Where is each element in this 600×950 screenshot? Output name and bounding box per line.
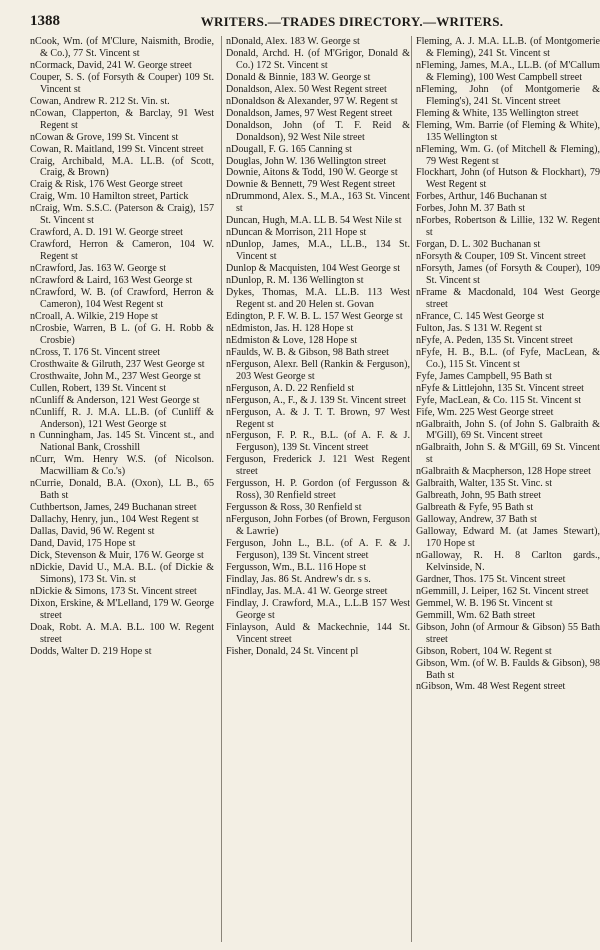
directory-entry: Forgan, D. L. 302 Buchanan st bbox=[416, 239, 541, 251]
directory-entry: Fergusson, H. P. Gordon (of Fergusson & Ross), 30 Renfield street bbox=[226, 478, 410, 502]
page-number: 1388 bbox=[30, 13, 60, 29]
directory-entry: Fyfe, MacLean, & Co. 115 St. Vincent st bbox=[416, 394, 582, 406]
directory-entry: Duncan, Hugh, M.A. LL B. 54 West Nile st bbox=[226, 215, 402, 227]
directory-entry: Gemmel, W. B. 196 St. Vincent st bbox=[416, 597, 553, 609]
running-title: WRITERS.—TRADES DIRECTORY.—WRITERS. bbox=[200, 14, 504, 29]
directory-entry: nFindlay, Jas. M.A. 41 W. George street bbox=[226, 585, 388, 597]
directory-entry: Dick, Stevenson & Muir, 176 W. George st bbox=[30, 549, 204, 561]
directory-entry: nFerguson, A., F., & J. 139 St. Vincent street bbox=[226, 394, 407, 406]
directory-entry: Fleming, A. J. M.A. LL.B. (of Montgomerie & Fleming), 241 St. Vincent st bbox=[416, 36, 600, 59]
directory-entry: nEdmiston, Jas. H. 128 Hope st bbox=[226, 322, 354, 334]
directory-entry: Dixon, Erskine, & M'Lelland, 179 W. George street bbox=[30, 597, 214, 621]
directory-entry: nFrame & Macdonald, 104 West George street bbox=[416, 287, 600, 310]
directory-entry: Galbraith, Walter, 135 St. Vinc. st bbox=[416, 478, 553, 490]
column-1 bbox=[30, 36, 214, 942]
directory-entry: nForbes, Robertson & Lillie, 132 W. Regent st bbox=[416, 215, 600, 239]
directory-entry: nFerguson, A. D. 22 Renfield st bbox=[226, 382, 355, 394]
directory-entry: Craig & Risk, 176 West George street bbox=[30, 179, 183, 191]
directory-entry: Dallachy, Henry, jun., 104 West Regent st bbox=[30, 514, 199, 526]
directory-entry: nFerguson, John Forbes (of Brown, Ferguson & Lawrie) bbox=[226, 514, 410, 538]
directory-entry: Douglas, John W. 136 Wellington street bbox=[226, 155, 387, 167]
directory-entry: Gibson, Robert, 104 W. Regent st bbox=[416, 645, 552, 657]
directory-entry: Dallas, David, 96 W. Regent st bbox=[30, 526, 155, 538]
directory-entry: nFleming, James, M.A., LL.B. (of M'Callum & Fleming), 100 West Campbell street bbox=[416, 59, 600, 83]
directory-entry: Forbes, Arthur, 146 Buchanan st bbox=[416, 191, 547, 203]
directory-entry: Craig, Archibald, M.A. LL.B. (of Scott, Craig, & Brown) bbox=[30, 155, 214, 179]
directory-entry: Crawford, Herron & Cameron, 104 W. Regent st bbox=[30, 239, 214, 263]
directory-entry: Cullen, Robert, 139 St. Vincent st bbox=[30, 382, 167, 394]
directory-entry: nCowan & Grove, 199 St. Vincent st bbox=[30, 131, 179, 143]
directory-entry: Donaldson, James, 97 West Regent street bbox=[226, 107, 393, 119]
directory-entry: nGibson, Wm. 48 West Regent street bbox=[416, 681, 566, 693]
directory-entry: nFaulds, W. B. & Gibson, 98 Bath street bbox=[226, 346, 389, 358]
directory-entry: Ferguson, Frederick J. 121 West Regent street bbox=[226, 454, 410, 478]
directory-entry: nDonaldson & Alexander, 97 W. Regent st bbox=[226, 95, 398, 107]
directory-columns bbox=[30, 36, 600, 942]
directory-entry: nCrawford, Jas. 163 W. George st bbox=[30, 263, 167, 275]
directory-entry: nFrance, C. 145 West George st bbox=[416, 310, 545, 322]
directory-entry: Cuthbertson, James, 249 Buchanan street bbox=[30, 502, 197, 514]
directory-entry: Crosthwaite, John M., 237 West George st bbox=[30, 370, 201, 382]
directory-entry: nFyfe, H. B., B.L. (of Fyfe, MacLean, & Co.), 115 St. Vincent st bbox=[416, 346, 600, 370]
directory-entry: Dunlop & Macquisten, 104 West George st bbox=[226, 263, 401, 275]
directory-entry: Fife, Wm. 225 West George street bbox=[416, 406, 554, 418]
directory-entry: nDonald, Alex. 183 W. George st bbox=[226, 36, 360, 47]
directory-entry: Donaldson, Alex. 50 West Regent street bbox=[226, 83, 387, 95]
directory-entry: Crawford, A. D. 191 W. George street bbox=[30, 227, 183, 239]
directory-entry: nDuncan & Morrison, 211 Hope st bbox=[226, 227, 367, 239]
directory-entry: Gardner, Thos. 175 St. Vincent street bbox=[416, 573, 566, 585]
directory-entry: nCowan, Clapperton, & Barclay, 91 West Regent st bbox=[30, 107, 214, 131]
directory-entry: nDrummond, Alex. S., M.A., 163 St. Vincent st bbox=[226, 191, 410, 215]
directory-entry: nCraig, Wm. S.S.C. (Paterson & Craig), 157 St. Vincent st bbox=[30, 203, 214, 227]
directory-entry: nCrawford & Laird, 163 West George st bbox=[30, 275, 193, 287]
directory-entry: nFyfe, A. Peden, 135 St. Vincent street bbox=[416, 334, 573, 346]
directory-entry: Dykes, Thomas, M.A. LL.B. 113 West Regent st. and 20 Helen st. Govan bbox=[226, 287, 410, 310]
directory-entry: nGalbraith, John S. & M'Gill, 69 St. Vincent st bbox=[416, 442, 600, 466]
directory-entry: Galloway, Andrew, 37 Bath st bbox=[416, 514, 537, 526]
directory-entry: nFyfe & Littlejohn, 135 St. Vincent street bbox=[416, 382, 584, 394]
directory-entry: nGalbraith & Macpherson, 128 Hope street bbox=[416, 466, 591, 478]
directory-entry: Galbreath, John, 95 Bath street bbox=[416, 490, 542, 502]
directory-entry: nCunliff & Anderson, 121 West George st bbox=[30, 394, 200, 406]
directory-entry: nForsyth & Couper, 109 St. Vincent street bbox=[416, 251, 586, 263]
directory-entry: nForsyth, James (of Forsyth & Couper), 109 St. Vincent st bbox=[416, 263, 600, 287]
directory-entry: nEdmiston & Love, 128 Hope st bbox=[226, 334, 358, 346]
directory-entry: Fulton, Jas. S 131 W. Regent st bbox=[416, 322, 542, 334]
directory-entry: Fleming & White, 135 Wellington street bbox=[416, 107, 579, 119]
directory-entry: nCunliff, R. J. M.A. LL.B. (of Cunliff & Anderson), 121 West George st bbox=[30, 406, 214, 430]
column-3 bbox=[416, 36, 600, 942]
directory-entry: Doak, Robt. A. M.A. B.L. 100 W. Regent street bbox=[30, 621, 214, 645]
directory-entry: nDunlop, R. M. 136 Wellington st bbox=[226, 275, 364, 287]
directory-entry: Gibson, Wm. (of W. B. Faulds & Gibson), 98 Bath st bbox=[416, 657, 600, 681]
directory-entry: Donald, Archd. H. (of M'Grigor, Donald & Co.) 172 St. Vincent st bbox=[226, 47, 410, 71]
directory-entry: Findlay, J. Crawford, M.A., L.L.B 157 West George st bbox=[226, 597, 410, 621]
directory-entry: Dand, David, 175 Hope st bbox=[30, 538, 136, 550]
directory-entry: nGalbraith, John S. (of John S. Galbraith & M'Gill), 69 St. Vincent street bbox=[416, 418, 600, 442]
directory-entry: nCurrie, Donald, B.A. (Oxon), LL B., 65 Bath st bbox=[30, 478, 214, 502]
directory-entry: nDougall, F. G. 165 Canning st bbox=[226, 143, 352, 155]
directory-entry: Gemmill, Wm. 62 Bath street bbox=[416, 609, 536, 621]
directory-entry: Fergusson & Ross, 30 Renfield st bbox=[226, 502, 362, 514]
directory-entry: Donald & Binnie, 183 W. George st bbox=[226, 71, 371, 83]
directory-entry: Flockhart, John (of Hutson & Flockhart), 79 West Regent st bbox=[416, 167, 600, 191]
directory-entry: nCrawford, W. B. (of Crawford, Herron & Cameron), 104 West Regent st bbox=[30, 287, 214, 310]
directory-entry: Gibson, John (of Armour & Gibson) 55 Bath street bbox=[416, 621, 600, 645]
directory-entry: nDickie & Simons, 173 St. Vincent street bbox=[30, 585, 197, 597]
directory-entry: nFerguson, Alexr. Bell (Rankin & Ferguson), 203 West George st bbox=[226, 358, 410, 382]
directory-entry: nCroall, A. Wilkie, 219 Hope st bbox=[30, 310, 158, 322]
directory-entry: Craig, Wm. 10 Hamilton street, Partick bbox=[30, 191, 189, 203]
column-rule bbox=[221, 36, 222, 942]
directory-entry: nCook, Wm. (of M'Clure, Naismith, Brodie, & Co.), 77 St. Vincent st bbox=[30, 36, 214, 59]
page-header bbox=[14, 8, 590, 30]
directory-entry: n Cunningham, Jas. 145 St. Vincent st., and National Bank, Crosshill bbox=[30, 430, 214, 454]
column-2 bbox=[226, 36, 410, 942]
directory-entry: Fergusson, Wm., B.L. 116 Hope st bbox=[226, 561, 367, 573]
directory-entry: nGemmill, J. Leiper, 162 St. Vincent street bbox=[416, 585, 589, 597]
directory-entry: Fleming, Wm. Barrie (of Fleming & White), 135 Wellington st bbox=[416, 119, 600, 143]
directory-entry: Finlayson, Auld & Mackechnie, 144 St. Vincent street bbox=[226, 621, 410, 645]
directory-entry: Downie & Bennett, 79 West Regent street bbox=[226, 179, 396, 191]
directory-entry: nGalloway, R. H. 8 Carlton gards., Kelvinside, N. bbox=[416, 549, 600, 573]
directory-entry: Crosthwaite & Gilruth, 237 West George st bbox=[30, 358, 205, 370]
directory-entry: Couper, S. S. (of Forsyth & Couper) 109 St. Vincent st bbox=[30, 71, 214, 95]
directory-entry: Galloway, Edward M. (at James Stewart), 170 Hope st bbox=[416, 526, 600, 550]
directory-entry: nFleming, Wm. G. (of Mitchell & Fleming), 79 West Regent st bbox=[416, 143, 600, 167]
directory-entry: nFerguson, F. P. R., B.L. (of A. F. & J. Ferguson), 139 St. Vincent street bbox=[226, 430, 410, 454]
directory-entry: nDickie, David U., M.A. B.L. (of Dickie & Simons), 173 St. Vin. st bbox=[30, 561, 214, 585]
directory-entry: nFleming, John (of Montgomerie & Fleming's), 241 St. Vincent street bbox=[416, 83, 600, 107]
directory-entry: Cowan, R. Maitland, 199 St. Vincent street bbox=[30, 143, 204, 155]
directory-entry: Cowan, Andrew R. 212 St. Vin. st. bbox=[30, 95, 170, 107]
directory-entry: nCurr, Wm. Henry W.S. (of Nicolson. Macwilliam & Co.'s) bbox=[30, 454, 214, 478]
directory-entry: Ferguson, John L., B.L. (of A. F. & J. Ferguson), 139 St. Vincent street bbox=[226, 538, 410, 561]
directory-entry: Dodds, Walter D. 219 Hope st bbox=[30, 645, 152, 657]
directory-entry: Findlay, Jas. 86 St. Andrew's dr. s s. bbox=[226, 573, 371, 585]
directory-entry: nCrosbie, Warren, B L. (of G. H. Robb & Crosbie) bbox=[30, 322, 214, 346]
directory-entry: nDunlop, James, M.A., LL.B., 134 St. Vincent st bbox=[226, 239, 410, 263]
directory-entry: Edington, P. F. W. B. L. 157 West George st bbox=[226, 310, 403, 322]
directory-entry: Donaldson, John (of T. F. Reid & Donaldson), 92 West Nile street bbox=[226, 119, 410, 143]
directory-entry: nCormack, David, 241 W. George street bbox=[30, 59, 192, 71]
directory-entry: Fisher, Donald, 24 St. Vincent pl bbox=[226, 645, 359, 657]
directory-entry: Forbes, John M. 37 Bath st bbox=[416, 203, 526, 215]
directory-entry: nCross, T. 176 St. Vincent street bbox=[30, 346, 161, 358]
directory-entry: Downie, Aitons & Todd, 190 W. George st bbox=[226, 167, 398, 179]
directory-entry: nFerguson, A. & J. T. T. Brown, 97 West Regent st bbox=[226, 406, 410, 430]
column-rule bbox=[411, 36, 412, 942]
directory-entry: Galbreath & Fyfe, 95 Bath st bbox=[416, 502, 534, 514]
directory-entry: Fyfe, James Campbell, 95 Bath st bbox=[416, 370, 552, 382]
directory-page bbox=[14, 8, 600, 944]
